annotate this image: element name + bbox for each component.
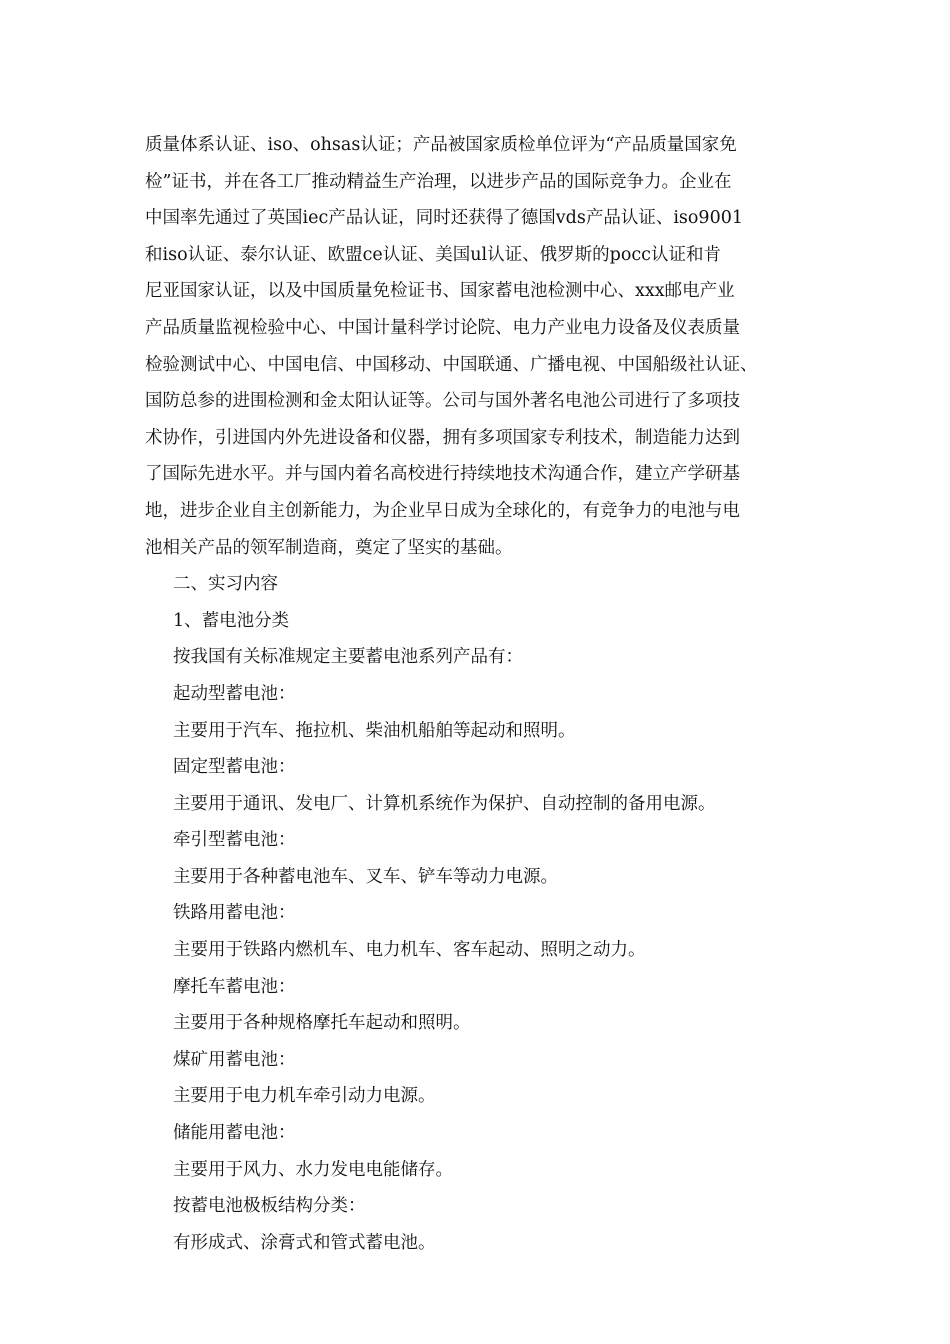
section-heading: 二、实习内容: [173, 574, 278, 595]
battery-type-label: 铁路用蓄电池：: [173, 903, 296, 924]
paragraph-line: 术协作，引进国内外先进设备和仪器，拥有多项国家专利技术，制造能力达到: [145, 427, 740, 448]
paragraph-line: 中国率先通过了英国iec产品认证，同时还获得了德国vds产品认证、iso9001: [145, 208, 743, 229]
paragraph-line: 质量体系认证、iso、ohsas认证；产品被国家质检单位评为“产品质量国家免: [145, 135, 737, 155]
classification-label: 按蓄电池极板结构分类：: [173, 1196, 366, 1217]
battery-type-label: 牵引型蓄电池：: [173, 830, 296, 851]
paragraph-line: 池相关产品的领军制造商，奠定了坚实的基础。: [145, 537, 513, 558]
paragraph-line: 检”证书，并在各工厂推动精益生产治理，以进步产品的国际竞争力。企业在: [145, 171, 732, 192]
battery-type-label: 摩托车蓄电池：: [173, 976, 296, 997]
battery-type-description: 主要用于通讯、发电厂、计算机系统作为保护、自动控制的备用电源。: [173, 793, 716, 814]
battery-type-description: 主要用于风力、水力发电电能储存。: [173, 1159, 453, 1180]
paragraph-line: 国防总参的进围检测和金太阳认证等。公司与国外著名电池公司进行了多项技: [145, 391, 740, 412]
intro-line: 按我国有关标准规定主要蓄电池系列产品有：: [173, 647, 523, 668]
paragraph-line: 了国际先进水平。并与国内着名高校进行持续地技术沟通合作，建立产学研基: [145, 464, 740, 485]
subsection-heading: 1、蓄电池分类: [173, 610, 290, 631]
battery-type-label: 固定型蓄电池：: [173, 757, 296, 778]
document-body: [145, 127, 815, 1261]
classification-description: 有形成式、涂膏式和管式蓄电池。: [173, 1232, 436, 1253]
paragraph-line: 检验测试中心、中国电信、中国移动、中国联通、广播电视、中国船级社认证、: [145, 354, 758, 375]
battery-type-description: 主要用于电力机车牵引动力电源。: [173, 1086, 436, 1107]
battery-type-description: 主要用于铁路内燃机车、电力机车、客车起动、照明之动力。: [173, 940, 646, 961]
battery-type-label: 储能用蓄电池：: [173, 1123, 296, 1144]
battery-type-label: 煤矿用蓄电池：: [173, 1049, 296, 1070]
paragraph-line: 和iso认证、泰尔认证、欧盟ce认证、美国ul认证、俄罗斯的pocc认证和肯: [145, 244, 721, 265]
battery-type-description: 主要用于各种规格摩托车起动和照明。: [173, 1013, 471, 1034]
battery-type-description: 主要用于汽车、拖拉机、柴油机船舶等起动和照明。: [173, 720, 576, 741]
paragraph-line: 尼亚国家认证，以及中国质量免检证书、国家蓄电池检测中心、xxx邮电产业: [145, 281, 735, 302]
battery-type-description: 主要用于各种蓄电池车、叉车、铲车等动力电源。: [173, 866, 558, 887]
paragraph-line: 产品质量监视检验中心、中国计量科学讨论院、电力产业电力设备及仪表质量: [145, 317, 740, 338]
battery-type-label: 起动型蓄电池：: [173, 683, 296, 704]
paragraph-line: 地，进步企业自主创新能力，为企业早日成为全球化的，有竞争力的电池与电: [145, 500, 740, 521]
